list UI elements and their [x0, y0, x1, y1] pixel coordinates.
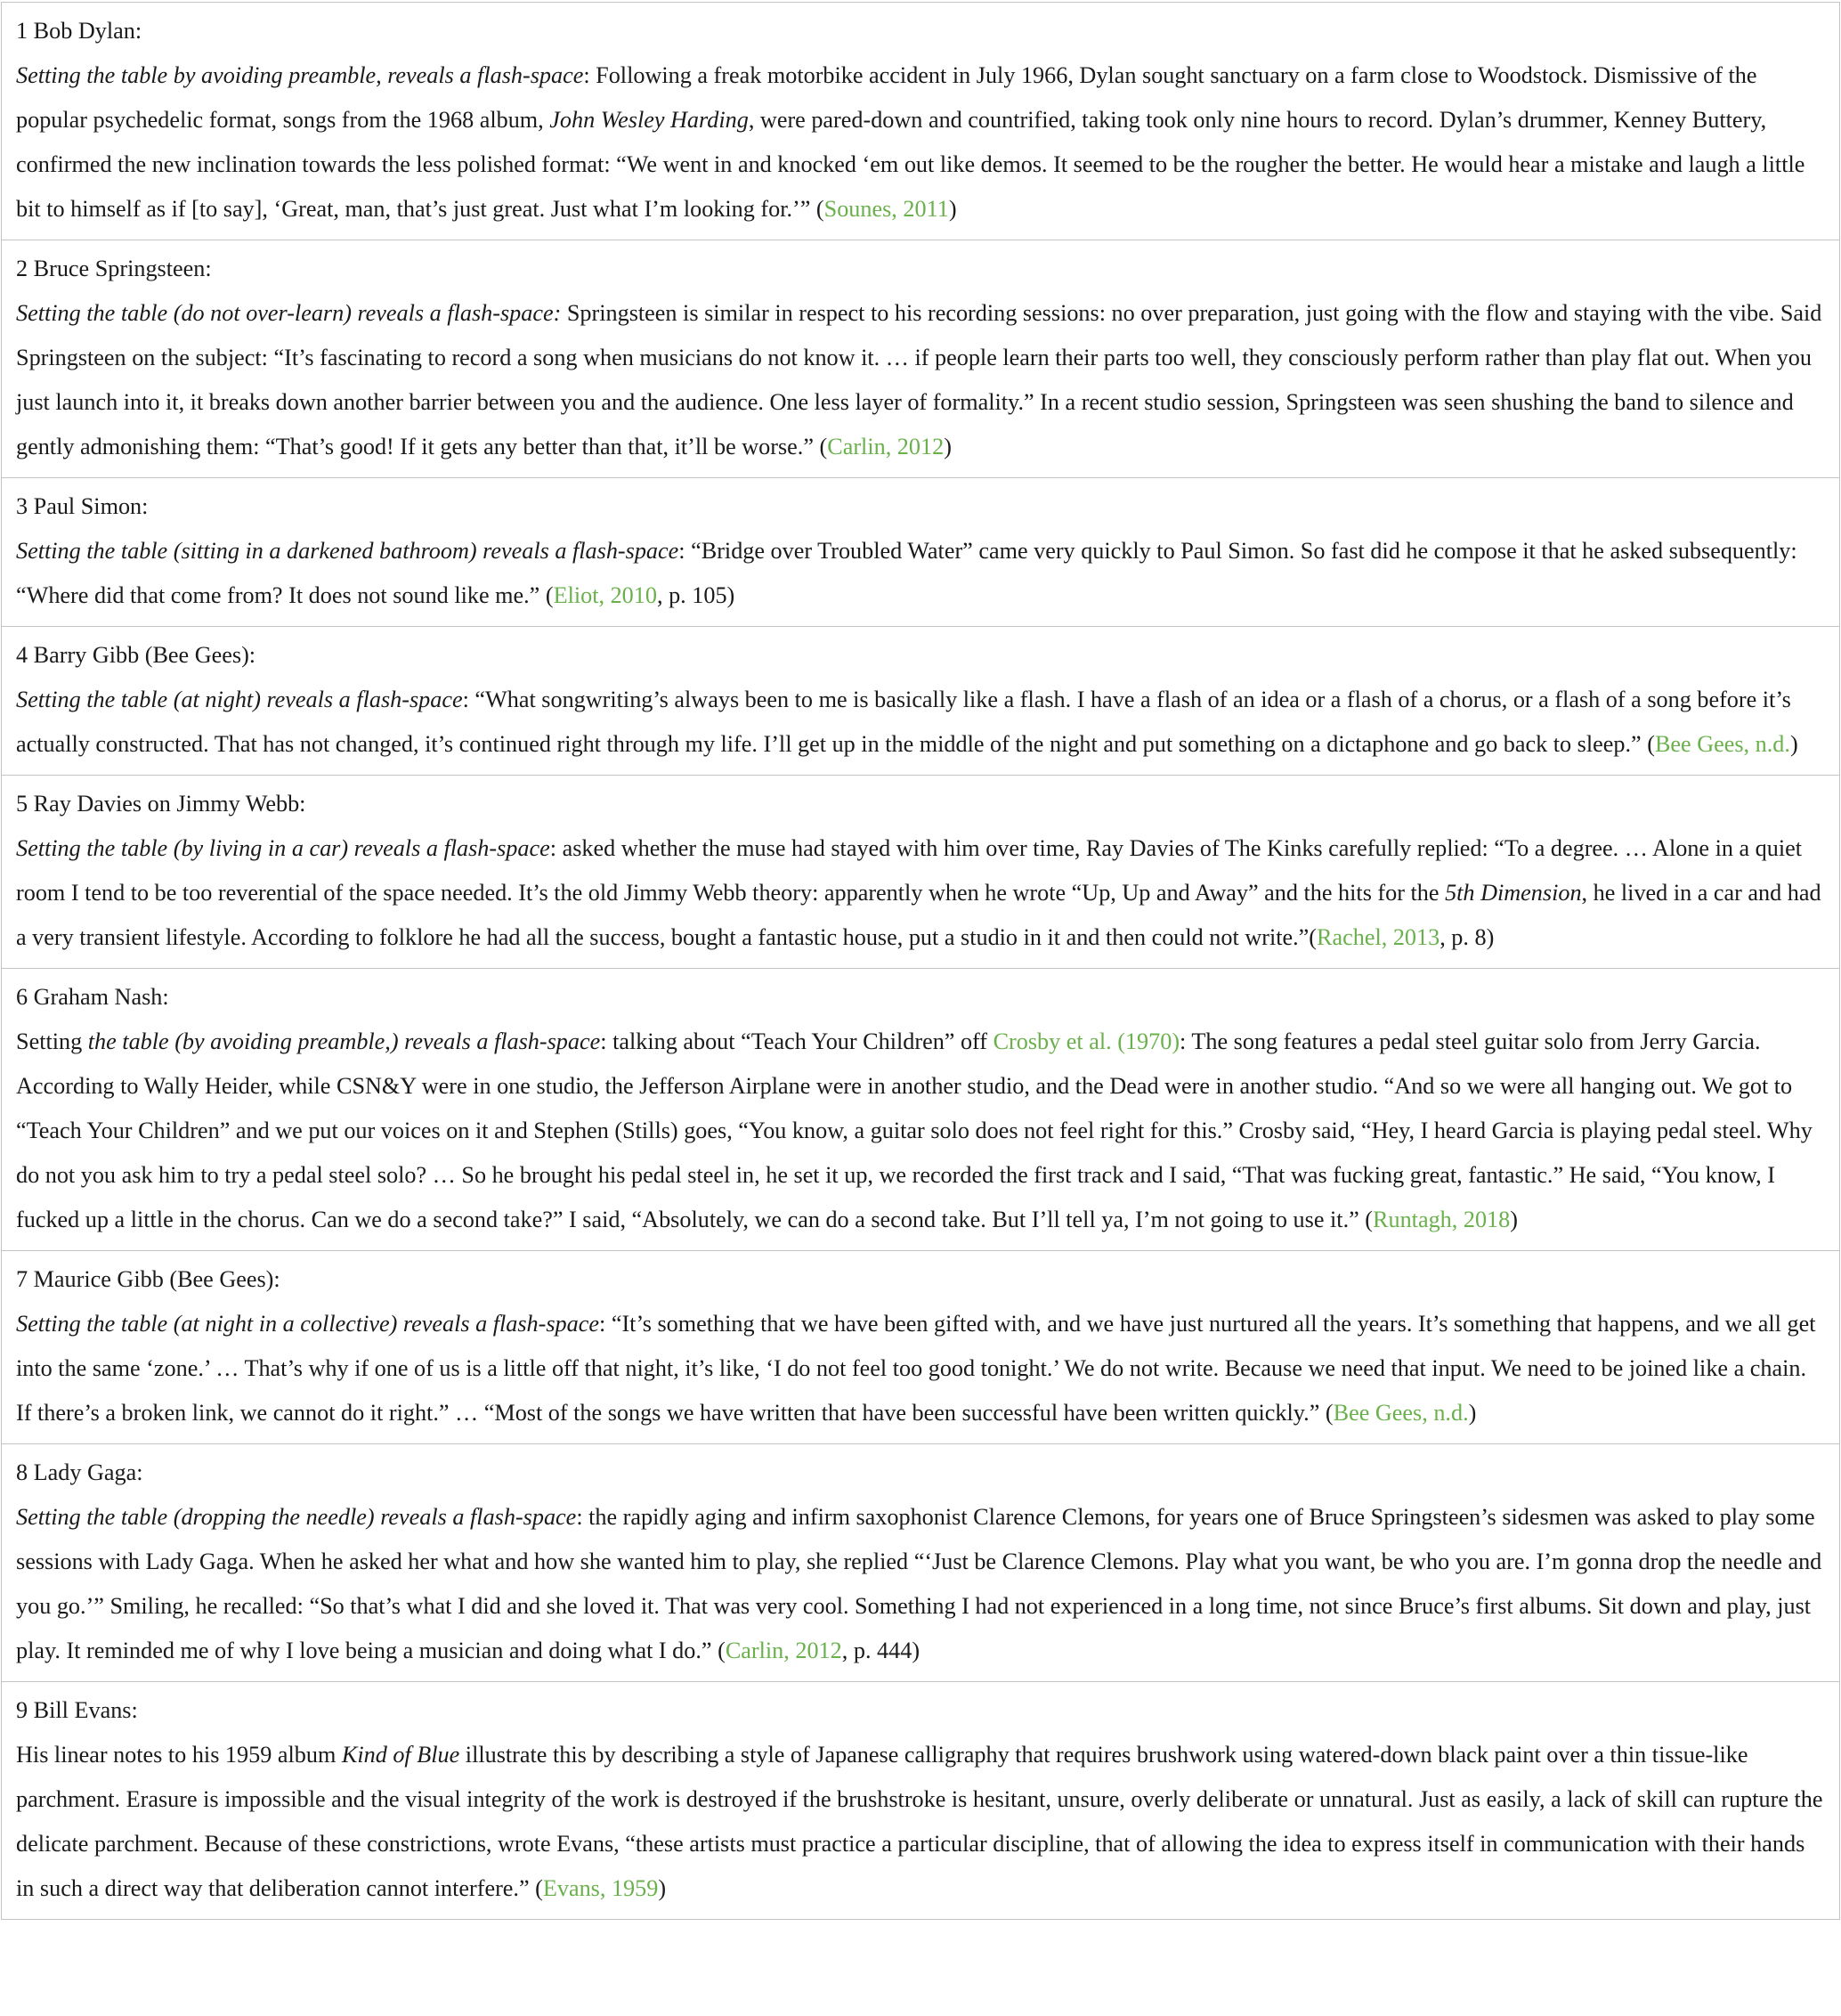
quotes-table-body — [2, 3, 1840, 1920]
citation-link[interactable]: Crosby et al. (1970) — [993, 1028, 1180, 1054]
entry-heading: 1 Bob Dylan: — [16, 18, 142, 44]
italic-text: Setting the table (sitting in a darkened bathroom) reveals a flash-space — [16, 538, 679, 564]
body-text: , p. 444) — [841, 1638, 920, 1663]
body-text: : talking about “Teach Your Children” off — [600, 1028, 993, 1054]
body-text: , he lived in a car and had a very transient lifestyle. According to folklore he had all the success, bought a fantastic house, put a studio in it and then could not write.”( — [16, 880, 1821, 950]
citation-link[interactable]: Carlin, 2012 — [827, 434, 945, 459]
citation-link[interactable]: Carlin, 2012 — [725, 1638, 842, 1663]
entry-body — [16, 1742, 1822, 1901]
table-cell — [2, 627, 1840, 776]
quotes-table — [1, 2, 1840, 1920]
entry-heading: 6 Graham Nash: — [16, 984, 169, 1010]
entry-body — [16, 1028, 1813, 1232]
citation-link[interactable]: Sounes, 2011 — [823, 196, 949, 222]
entry-body — [16, 1311, 1815, 1426]
body-text: Springsteen is similar in respect to his recording sessions: no over preparation, just going with the flow and staying with the vibe. Said Springsteen on the subject: “It’s fascinating to record a song when musicians do not know it. … if people learn their parts too well, they consciously perform rather than play flat out. When you just launch into it, it breaks down another barrier between you and the audience. One less layer of formality.” In a recent studio session, Springsteen was seen shushing the band to silence and gently admonishing them: “That’s good! If it gets any better than that, it’ll be worse.” ( — [16, 300, 1822, 459]
body-text: ) — [948, 196, 957, 222]
italic-text: John Wesley Harding — [549, 107, 749, 133]
table-row — [2, 1682, 1840, 1920]
entry-heading: 5 Ray Davies on Jimmy Webb: — [16, 791, 306, 817]
body-text: Setting — [16, 1028, 88, 1054]
italic-text: Setting the table (by living in a car) reveals a flash-space — [16, 835, 550, 861]
body-text: His linear notes to his 1959 album — [16, 1742, 342, 1768]
table-cell — [2, 3, 1840, 240]
body-text: : asked whether the muse had stayed with him over time, Ray Davies of The Kinks carefully replied: “To a degree. … Alone in a quiet room I tend to be too reverential of the space needed. It’s the old Jimmy Webb theory: apparently when he wrote “Up, Up and Away” and the hits for the — [16, 835, 1803, 906]
table-row — [2, 969, 1840, 1251]
italic-text: Setting the table (at night) reveals a flash-space — [16, 687, 463, 712]
italic-text: Setting the table (do not over-learn) reveals a flash-space: — [16, 300, 562, 326]
entry-heading: 9 Bill Evans: — [16, 1697, 138, 1723]
citation-link[interactable]: Runtagh, 2018 — [1373, 1207, 1511, 1232]
italic-text: Setting the table (dropping the needle) reveals a flash-space — [16, 1504, 577, 1530]
citation-link[interactable]: Bee Gees, n.d. — [1654, 731, 1790, 757]
body-text: ) — [658, 1875, 667, 1901]
body-text: , p. 8) — [1440, 924, 1495, 950]
entry-heading: 4 Barry Gibb (Bee Gees): — [16, 642, 256, 668]
body-text: : “What songwriting’s always been to me is basically like a flash. I have a flash of an idea or a flash of a chorus, or a flash of a song before it’s actually constructed. That has not changed, it’s continued right through my life. I’ll get up in the middle of the night and put something on a dictaphone and go back to sleep.” ( — [16, 687, 1791, 757]
entry-body — [16, 300, 1821, 459]
table-cell — [2, 1251, 1840, 1444]
body-text: : “Bridge over Troubled Water” came very quickly to Paul Simon. So fast did he compose it that he asked subsequently: “Where did that come from? It does not sound like me.” ( — [16, 538, 1797, 608]
body-text: ) — [944, 434, 952, 459]
table-row — [2, 776, 1840, 969]
body-text: ) — [1789, 731, 1798, 757]
citation-link[interactable]: Evans, 1959 — [542, 1875, 659, 1901]
citation-link[interactable]: Rachel, 2013 — [1317, 924, 1440, 950]
table-cell — [2, 1682, 1840, 1920]
entry-heading: 2 Bruce Springsteen: — [16, 256, 212, 281]
entry-body — [16, 62, 1805, 222]
italic-text: the table (by avoiding preamble,) reveals a flash-space — [87, 1028, 601, 1054]
table-cell — [2, 776, 1840, 969]
body-text: : the rapidly aging and infirm saxophonist Clarence Clemons, for years one of Bruce Springsteen’s sidesmen was asked to play some sessions with Lady Gaga. When he asked her what and how she wanted him to play, she replied “‘Just be Clarence Clemons. Play what you want, be who you are. I’m gonna drop the needle and you go.’” Smiling, he recalled: “So that’s what I did and she loved it. That was very cool. Something I had not experienced in a long time, not since Bruce’s first albums. Sit down and play, just play. It reminded me of why I love being a musician and doing what I do.” ( — [16, 1504, 1822, 1663]
entry-heading: 3 Paul Simon: — [16, 493, 149, 519]
entry-body — [16, 1504, 1821, 1663]
italic-text: 5th Dimension — [1445, 880, 1582, 906]
citation-link[interactable]: Eliot, 2010 — [553, 582, 657, 608]
body-text: ) — [1510, 1207, 1518, 1232]
table-cell — [2, 1444, 1840, 1682]
table-row — [2, 627, 1840, 776]
entry-body — [16, 835, 1821, 950]
body-text: ) — [1468, 1400, 1477, 1426]
table-row — [2, 1251, 1840, 1444]
table-cell — [2, 969, 1840, 1251]
entry-body — [16, 687, 1798, 757]
entry-body — [16, 538, 1797, 608]
italic-text: Setting the table (at night in a collective) reveals a flash-space — [16, 1311, 599, 1337]
italic-text: Setting the table by avoiding preamble, reveals a flash-space — [16, 62, 584, 88]
italic-text: Kind of Blue — [341, 1742, 460, 1768]
entry-heading: 7 Maurice Gibb (Bee Gees): — [16, 1266, 280, 1292]
body-text: , p. 105) — [656, 582, 735, 608]
body-text: illustrate this by describing a style of Japanese calligraphy that requires brushwork using watered-down black paint over a thin tissue-like parchment. Erasure is impossible and the visual integrity of the work is destroyed if the brushstroke is hesitant, unsure, overly deliberate or unnatural. Just as easily, a lack of skill can rupture the delicate parchment. Because of these constrictions, wrote Evans, “these artists must practice a particular discipline, that of allowing the idea to express itself in communication with their hands in such a direct way that deliberation cannot interfere.” ( — [16, 1742, 1823, 1901]
entry-heading: 8 Lady Gaga: — [16, 1459, 143, 1485]
table-row — [2, 478, 1840, 627]
citation-link[interactable]: Bee Gees, n.d. — [1333, 1400, 1469, 1426]
body-text: : The song features a pedal steel guitar solo from Jerry Garcia. According to Wally Heider, while CSN&Y were in one studio, the Jefferson Airplane were in another studio, and the Dead were in another studio. “And so we were all hanging out. We got to “Teach Your Children” and we put our voices on it and Stephen (Stills) goes, “You know, a guitar solo does not feel right for this.” Crosby said, “Hey, I heard Garcia is playing pedal steel. Why do not you ask him to try a pedal steel solo? … So he brought his pedal steel in, he set it up, we recorded the first track and I said, “That was fucking great, fantastic.” He said, “You know, I fucked up a little in the chorus. Can we do a second take?” I said, “Absolutely, we can do a second take. But I’ll tell ya, I’m not going to use it.” ( — [16, 1028, 1813, 1232]
body-text: : Following a freak motorbike accident in July 1966, Dylan sought sanctuary on a farm close to Woodstock. Dismissive of the popular psychedelic format, songs from the 1968 album, — [16, 62, 1757, 133]
body-text: : “It’s something that we have been gifted with, and we have just nurtured all the years. It’s something that happens, and we all get into the same ‘zone.’ … That’s why if one of us is a little off that night, it’s like, ‘I do not feel too good tonight.’ We do not write. Because we need that input. We need to be joined like a chain. If there’s a broken link, we cannot do it right.” … “Most of the songs we have written that have been successful have been written quickly.” ( — [16, 1311, 1816, 1426]
table-cell — [2, 478, 1840, 627]
table-cell — [2, 240, 1840, 478]
table-row — [2, 240, 1840, 478]
table-row — [2, 3, 1840, 240]
table-row — [2, 1444, 1840, 1682]
body-text: , were pared-down and countrified, taking took only nine hours to record. Dylan’s drummer, Kenney Buttery, confirmed the new inclination towards the less polished format: “We went in and knocked ‘em out like demos. It seemed to be the rougher the better. He would hear a mistake and laugh a little bit to himself as if [to say], ‘Great, man, that’s just great. Just what I’m looking for.’” ( — [16, 107, 1805, 222]
